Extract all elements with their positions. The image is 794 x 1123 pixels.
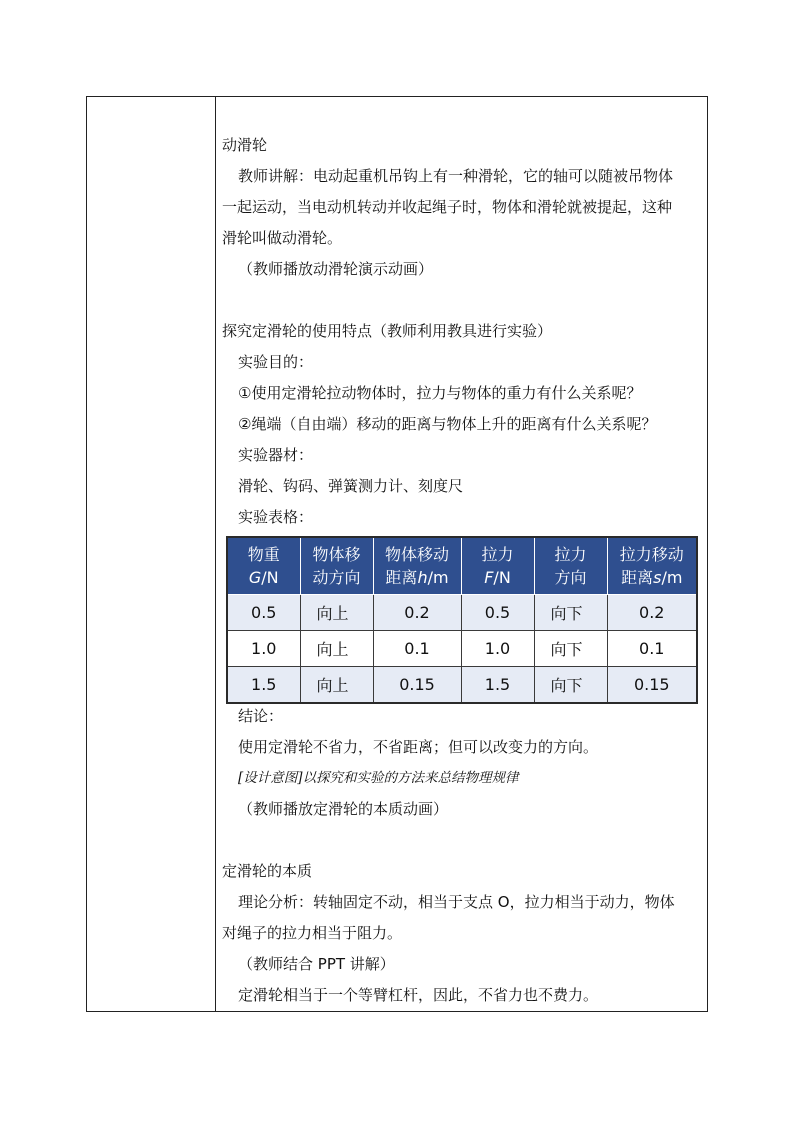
essence-summary: 定滑轮相当于一个等臂杠杆，因此，不省力也不费力。: [238, 986, 599, 1004]
essence-heading: 定滑轮的本质: [222, 862, 313, 880]
table-cell: 1.5: [461, 667, 534, 704]
table-cell: 0.2: [607, 595, 697, 631]
table-cell: 向上: [300, 595, 373, 631]
table-row: [227, 595, 697, 631]
experiment-data-table: [226, 536, 698, 704]
ppt-note: （教师结合 PPT 讲解）: [238, 955, 395, 973]
table-cell: 1.0: [227, 631, 300, 667]
table-cell: 向上: [300, 631, 373, 667]
table-row: [227, 631, 697, 667]
table-cell: 0.2: [373, 595, 461, 631]
table-cell: 1.0: [461, 631, 534, 667]
conclusion-label: 结论：: [238, 707, 284, 725]
table-cell: 0.15: [373, 667, 461, 704]
moving-pulley-animation-note: （教师播放动滑轮演示动画）: [238, 260, 434, 278]
experiment-purpose-1: ①使用定滑轮拉动物体时，拉力与物体的重力有什么关系呢？: [238, 384, 642, 402]
experiment-table-label: 实验表格：: [238, 508, 314, 526]
essence-analysis-line-2: 对绳子的拉力相当于阻力。: [222, 924, 403, 942]
fixed-pulley-animation-note: （教师播放定滑轮的本质动画）: [238, 800, 449, 818]
table-cell: 0.5: [227, 595, 300, 631]
table-cell: 0.1: [373, 631, 461, 667]
header-object-distance: 物体移动 距离h/m: [373, 537, 461, 595]
table-cell: 向下: [534, 667, 607, 704]
experiment-purpose-label: 实验目的：: [238, 353, 314, 371]
table-cell: 向上: [300, 667, 373, 704]
table-cell: 0.5: [461, 595, 534, 631]
header-pull-direction: 拉力 方向: [534, 537, 607, 595]
essence-analysis-line-1: 理论分析：转轴固定不动，相当于支点 O，拉力相当于动力，物体: [238, 893, 675, 911]
header-pull-force: 拉力 F/N: [461, 537, 534, 595]
header-object-direction: 物体移 动方向: [300, 537, 373, 595]
table-cell: 0.15: [607, 667, 697, 704]
conclusion-text: 使用定滑轮不省力，不省距离；但可以改变力的方向。: [238, 738, 599, 756]
table-cell: 0.1: [607, 631, 697, 667]
moving-pulley-explanation-line-1: 教师讲解：电动起重机吊钩上有一种滑轮，它的轴可以随被吊物体: [238, 167, 674, 185]
experiment-heading: 探究定滑轮的使用特点（教师利用教具进行实验）: [222, 322, 553, 340]
experiment-equipment: 滑轮、钩码、弹簧测力计、刻度尺: [238, 477, 464, 495]
header-pull-distance: 拉力移动 距离s/m: [607, 537, 697, 595]
header-weight: 物重 G/N: [227, 537, 300, 595]
table-cell: 向下: [534, 595, 607, 631]
table-cell: 1.5: [227, 667, 300, 704]
column-divider: [215, 96, 216, 1012]
table-header-row: [227, 537, 697, 595]
experiment-purpose-2: ②绳端（自由端）移动的距离与物体上升的距离有什么关系呢？: [238, 415, 657, 433]
design-intent-note: [设计意图]以探究和实验的方法来总结物理规律: [238, 770, 519, 786]
moving-pulley-explanation-line-2: 一起运动，当电动机转动并收起绳子时，物体和滑轮就被提起，这种: [222, 198, 673, 216]
moving-pulley-heading: 动滑轮: [222, 136, 268, 154]
table-cell: 向下: [534, 631, 607, 667]
table-row: [227, 667, 697, 704]
experiment-equipment-label: 实验器材：: [238, 446, 314, 464]
moving-pulley-explanation-line-3: 滑轮叫做动滑轮。: [222, 229, 343, 247]
